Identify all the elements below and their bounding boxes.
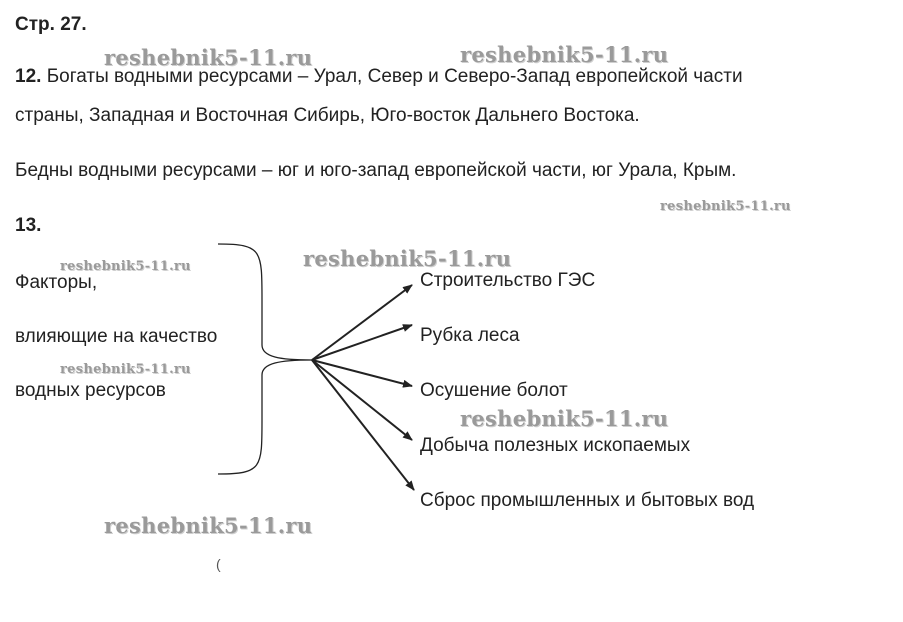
- factor-item-1: Строительство ГЭС: [420, 270, 596, 291]
- factor-item-2: Рубка леса: [420, 325, 520, 346]
- watermark: reshebnik5-11.ru: [660, 199, 791, 214]
- watermark: reshebnik5-11.ru: [60, 362, 191, 377]
- factors-label-line-2: влияющие на качество: [15, 326, 218, 347]
- arrow-to-item-1: [312, 285, 412, 360]
- arrow-to-item-5: [312, 360, 414, 490]
- task-12-number: 12.: [15, 66, 42, 87]
- task-12-line-3: Бедны водными ресурсами – юг и юго-запад европейской части, юг Урала, Крым.: [15, 160, 737, 181]
- watermark: reshebnik5-11.ru: [104, 513, 313, 538]
- watermark: reshebnik5-11.ru: [460, 42, 669, 67]
- task-13-number: 13.: [15, 215, 42, 236]
- curly-brace: [218, 244, 312, 474]
- watermark: reshebnik5-11.ru: [303, 246, 512, 271]
- watermark: reshebnik5-11.ru: [60, 259, 191, 274]
- factors-label-line-1: Факторы,: [15, 272, 98, 293]
- stray-mark: (: [216, 556, 221, 572]
- task-12-line-1-text: Богаты водными ресурсами – Урал, Север и Северо-Запад европейской части: [41, 66, 743, 87]
- factor-item-3: Осушение болот: [420, 380, 568, 401]
- watermark: reshebnik5-11.ru: [104, 45, 313, 70]
- watermark: reshebnik5-11.ru: [460, 406, 669, 431]
- factors-label-line-3: водных ресурсов: [15, 380, 166, 401]
- factor-item-4: Добыча полезных ископаемых: [420, 435, 691, 456]
- arrow-to-item-2: [312, 325, 412, 360]
- task-12-line-2: страны, Западная и Восточная Сибирь, Юго-восток Дальнего Востока.: [15, 105, 640, 126]
- factor-item-5: Сброс промышленных и бытовых вод: [420, 490, 755, 511]
- page-reference: Стр. 27.: [15, 14, 87, 35]
